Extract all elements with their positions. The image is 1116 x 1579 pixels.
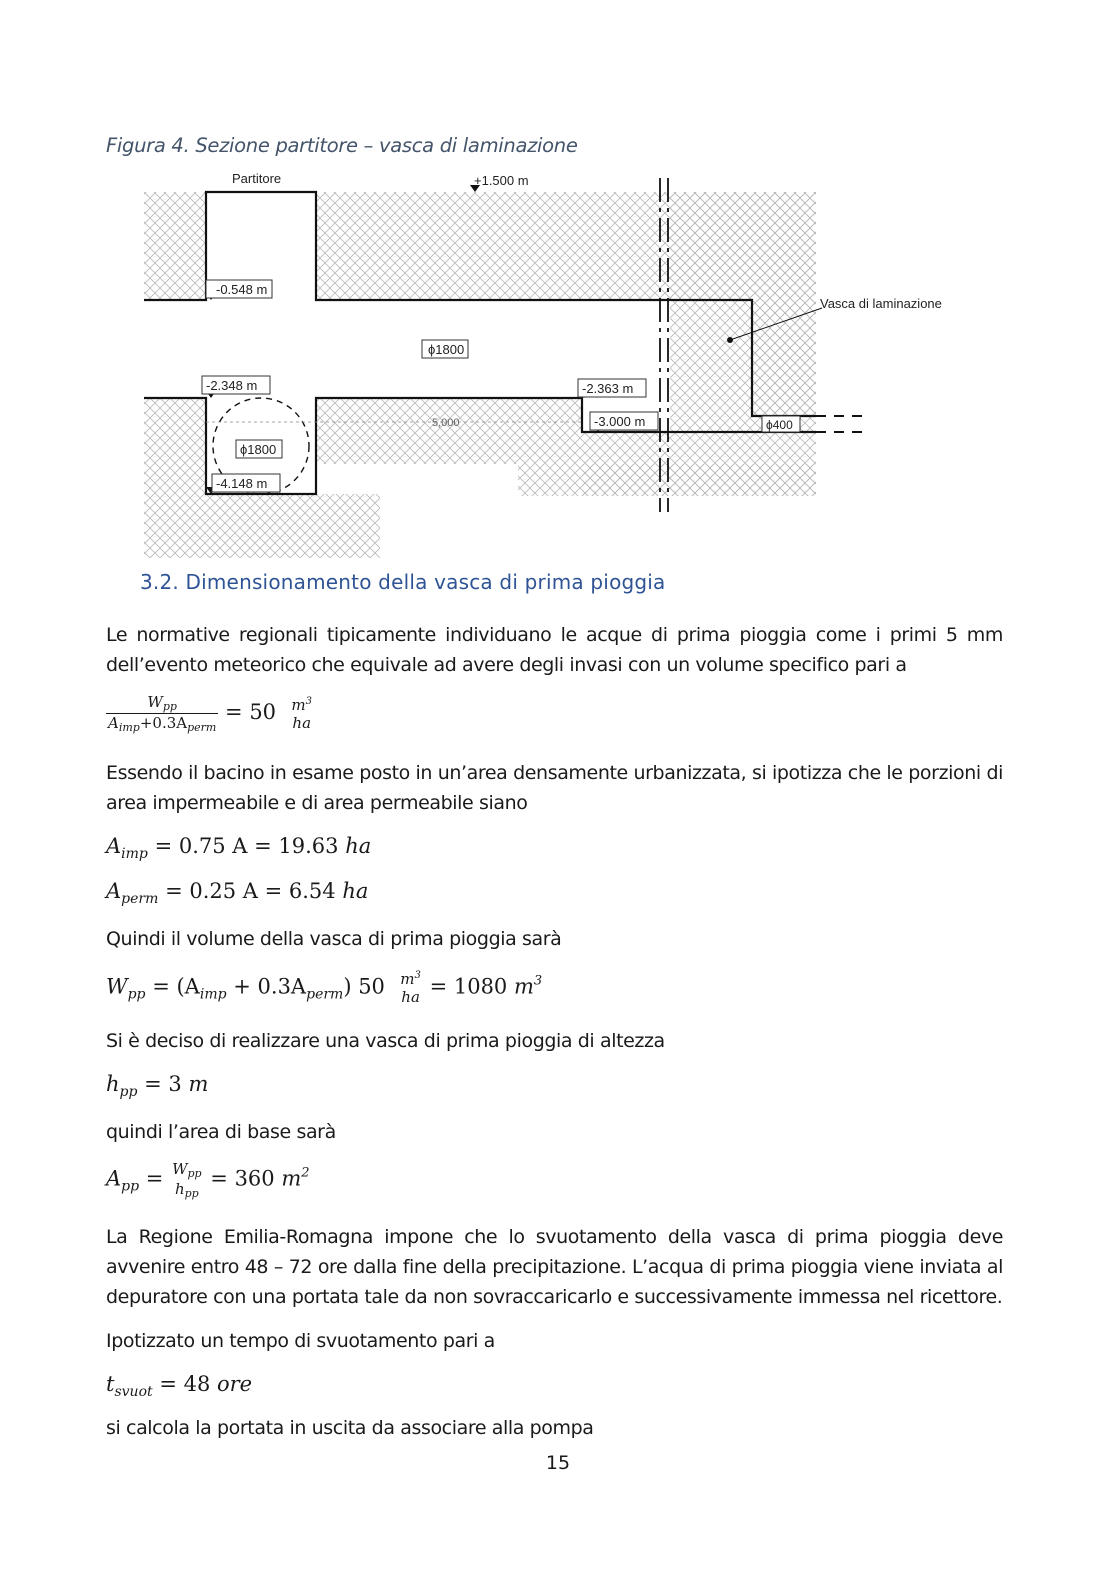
label-elev-0548: -0.548 m — [216, 282, 268, 297]
equation-a-imp: $A_{imp} = 0.75$ A = 19.63 ha — [106, 834, 372, 862]
paragraph-6: La Regione Emilia-Romagna impone che lo svuotamento della vasca di prima pioggia deve avvenire entro 48 – 72 ore dalla fine della precipitazione. L’acqua di prima pioggia viene inviata al depuratore con una portata tale da non sovraccaricarlo e successivamente immessa nel ricettore. — [106, 1226, 1003, 1308]
paragraph-7: Ipotizzato un tempo di svuotamento pari a — [106, 1330, 495, 1352]
equation-emptying-time: $t_{svuot} = 48$ ore — [106, 1372, 253, 1400]
section-drawing — [140, 168, 1020, 568]
equation-volume: $W_{pp} = (A_{imp} + 0.3A_{perm})$ 50 $m^3$ ha = 1080 $m^3$ — [106, 970, 543, 1006]
paragraph-2: Essendo il bacino in esame posto in un’area densamente urbanizzata, si ipotizza che le porzioni di area impermeabile e di area permeabile siano — [106, 762, 1003, 814]
label-pipe-circle: ϕ1800 — [240, 442, 277, 457]
equation-height: $h_{pp} = 3$ m — [106, 1072, 209, 1100]
figure-caption: Figura 4. Sezione partitore – vasca di laminazione — [106, 134, 578, 157]
page-number: 15 — [545, 1452, 571, 1474]
paragraph-8: si calcola la portata in uscita da associare alla pompa — [106, 1417, 594, 1439]
paragraph-1: Le normative regionali tipicamente individuano le acque di prima pioggia come i primi 5 mm dell’evento meteorico che equivale ad avere degli invasi con un volume specifico pari a — [106, 624, 1003, 676]
paragraph-4: Si è deciso di realizzare una vasca di prima pioggia di altezza — [106, 1030, 665, 1052]
label-elev-2363: -2.363 m — [582, 381, 634, 396]
equation-area: $A_{pp}$ = $W_{pp}$ $h_{pp}$ = 360 $m^2$ — [106, 1160, 310, 1200]
label-elev-4148: -4.148 m — [216, 476, 268, 491]
paragraph-3: Quindi il volume della vasca di prima pioggia sarà — [106, 928, 562, 950]
label-partitore: Partitore — [232, 171, 282, 186]
label-elev-2348: -2.348 m — [206, 378, 258, 393]
label-elev-top: +1.500 m — [474, 173, 529, 188]
equation-a-perm: $A_{perm} = 0.25$ A = 6.54 ha — [106, 879, 369, 907]
label-elev-3000: -3.000 m — [594, 414, 646, 429]
section-heading: 3.2. Dimensionamento della vasca di prima pioggia — [140, 570, 666, 594]
label-pipe-out: ϕ400 — [766, 418, 793, 432]
label-pipe-main: ϕ1800 — [428, 342, 465, 357]
soil-hatching — [144, 192, 816, 558]
paragraph-5: quindi l’area di base sarà — [106, 1121, 336, 1143]
equation-specific-volume: $\frac{W_{pp}}{A_{imp}+0.3A_{perm}}$ = 50 $m^3$ ha — [108, 693, 313, 734]
label-vasca: Vasca di laminazione — [820, 296, 942, 311]
label-length: 5,000 — [432, 417, 460, 429]
